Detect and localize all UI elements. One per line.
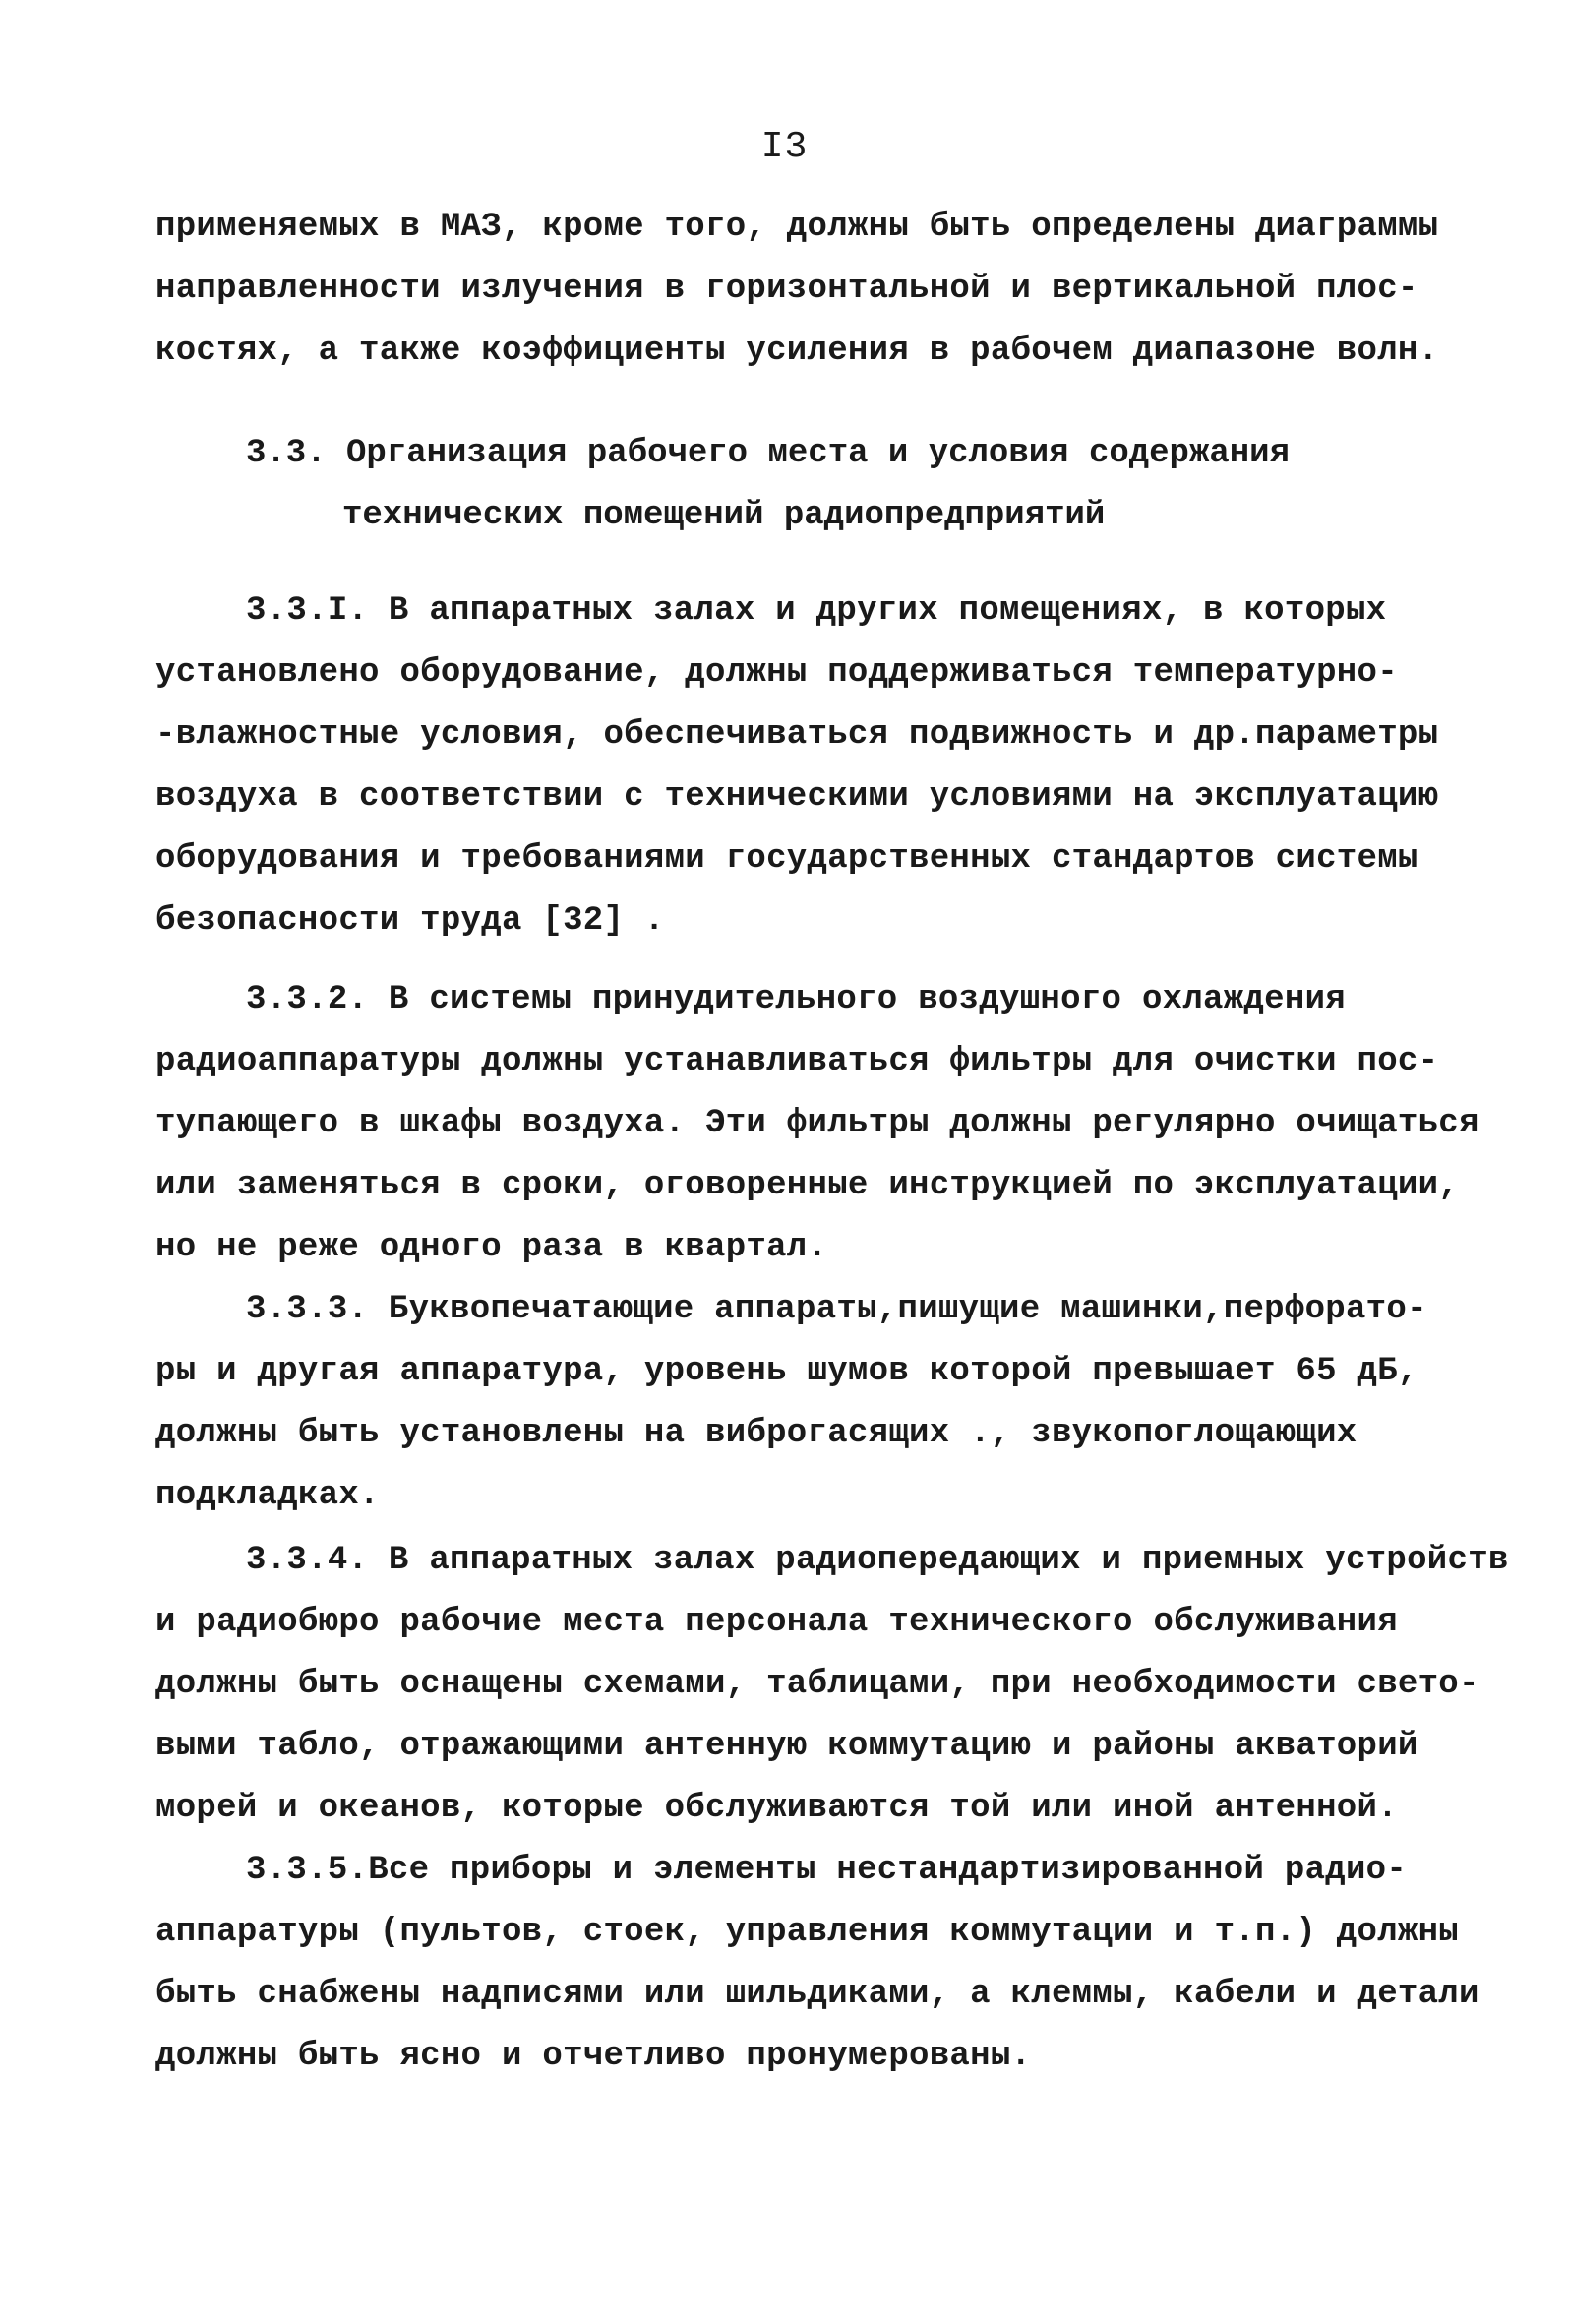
paragraph-line: тупающего в шкафы воздуха. Эти фильтры должны регулярно очищаться — [155, 1105, 1479, 1142]
paragraph-line: 3.3.2. В системы принудительного воздушного охлаждения — [246, 981, 1346, 1018]
section-heading-line: 3.3. Организация рабочего места и условия содержания — [246, 435, 1290, 472]
intro-line: направленности излучения в горизонтальной и вертикальной плос- — [155, 271, 1418, 308]
paragraph-3-3-2 — [155, 969, 1479, 1279]
section-heading-line: технических помещений радиопредприятий — [342, 497, 1106, 534]
paragraph-line: 3.3.5.Все приборы и элементы нестандартизированной радио- — [246, 1852, 1408, 1889]
page-number: I3 — [760, 126, 809, 168]
paragraph-line: аппаратуры (пультов, стоек, управления коммутации и т.п.) должны — [155, 1914, 1460, 1951]
paragraph-3-3-5 — [155, 1840, 1479, 2088]
paragraph-line: 3.3.I. В аппаратных залах и других помещениях, в которых — [246, 592, 1387, 630]
paragraph-line: 3.3.3. Буквопечатающие аппараты,пишущие машинки,перфорато- — [246, 1291, 1427, 1328]
paragraph-line: радиоаппаратуры должны устанавливаться фильтры для очистки пос- — [155, 1043, 1439, 1080]
paragraph-line: выми табло, отражающими антенную коммутацию и районы акваторий — [155, 1728, 1418, 1765]
paragraph-line: должны быть ясно и отчетливо пронумерованы. — [155, 2038, 1032, 2075]
paragraph-line: -влажностные условия, обеспечиваться подвижность и др.параметры — [155, 716, 1439, 754]
paragraph-line: или заменяться в сроки, оговоренные инструкцией по эксплуатации, — [155, 1167, 1460, 1204]
paragraph-line: подкладках. — [155, 1477, 380, 1514]
paragraph-line: и радиобюро рабочие места персонала технического обслуживания — [155, 1604, 1398, 1641]
paragraph-line: воздуха в соответствии с техническими условиями на эксплуатацию — [155, 778, 1439, 816]
paragraph-line: оборудования и требованиями государственных стандартов системы — [155, 840, 1418, 878]
intro-line: применяемых в МАЗ, кроме того, должны быть определены диаграммы — [155, 209, 1439, 246]
paragraph-line: быть снабжены надписями или шильдиками, а клеммы, кабели и детали — [155, 1976, 1479, 2013]
intro-text — [155, 197, 1439, 383]
paragraph-3-3-3 — [155, 1279, 1434, 1527]
paragraph-line: безопасности труда [32] . — [155, 902, 665, 940]
paragraph-3-3-1 — [155, 581, 1439, 952]
paragraph-line: ры и другая аппаратура, уровень шумов которой превышает 65 дБ, — [155, 1353, 1418, 1390]
paragraph-line: морей и океанов, которые обслуживаются той или иной антенной. — [155, 1790, 1398, 1827]
paragraph-line: 3.3.4. В аппаратных залах радиопередающих и приемных устройств — [246, 1542, 1509, 1579]
paragraph-3-3-4 — [155, 1530, 1509, 1840]
section-heading — [246, 423, 1290, 547]
paragraph-line: установлено оборудование, должны поддерживаться температурно- — [155, 654, 1398, 692]
paragraph-line: должны быть установлены на виброгасящих ., звукопоглощающих — [155, 1415, 1358, 1452]
paragraph-line: но не реже одного раза в квартал. — [155, 1229, 828, 1266]
paragraph-line: должны быть оснащены схемами, таблицами, при необходимости свето- — [155, 1666, 1479, 1703]
intro-line: костях, а также коэффициенты усиления в рабочем диапазоне волн. — [155, 333, 1439, 370]
